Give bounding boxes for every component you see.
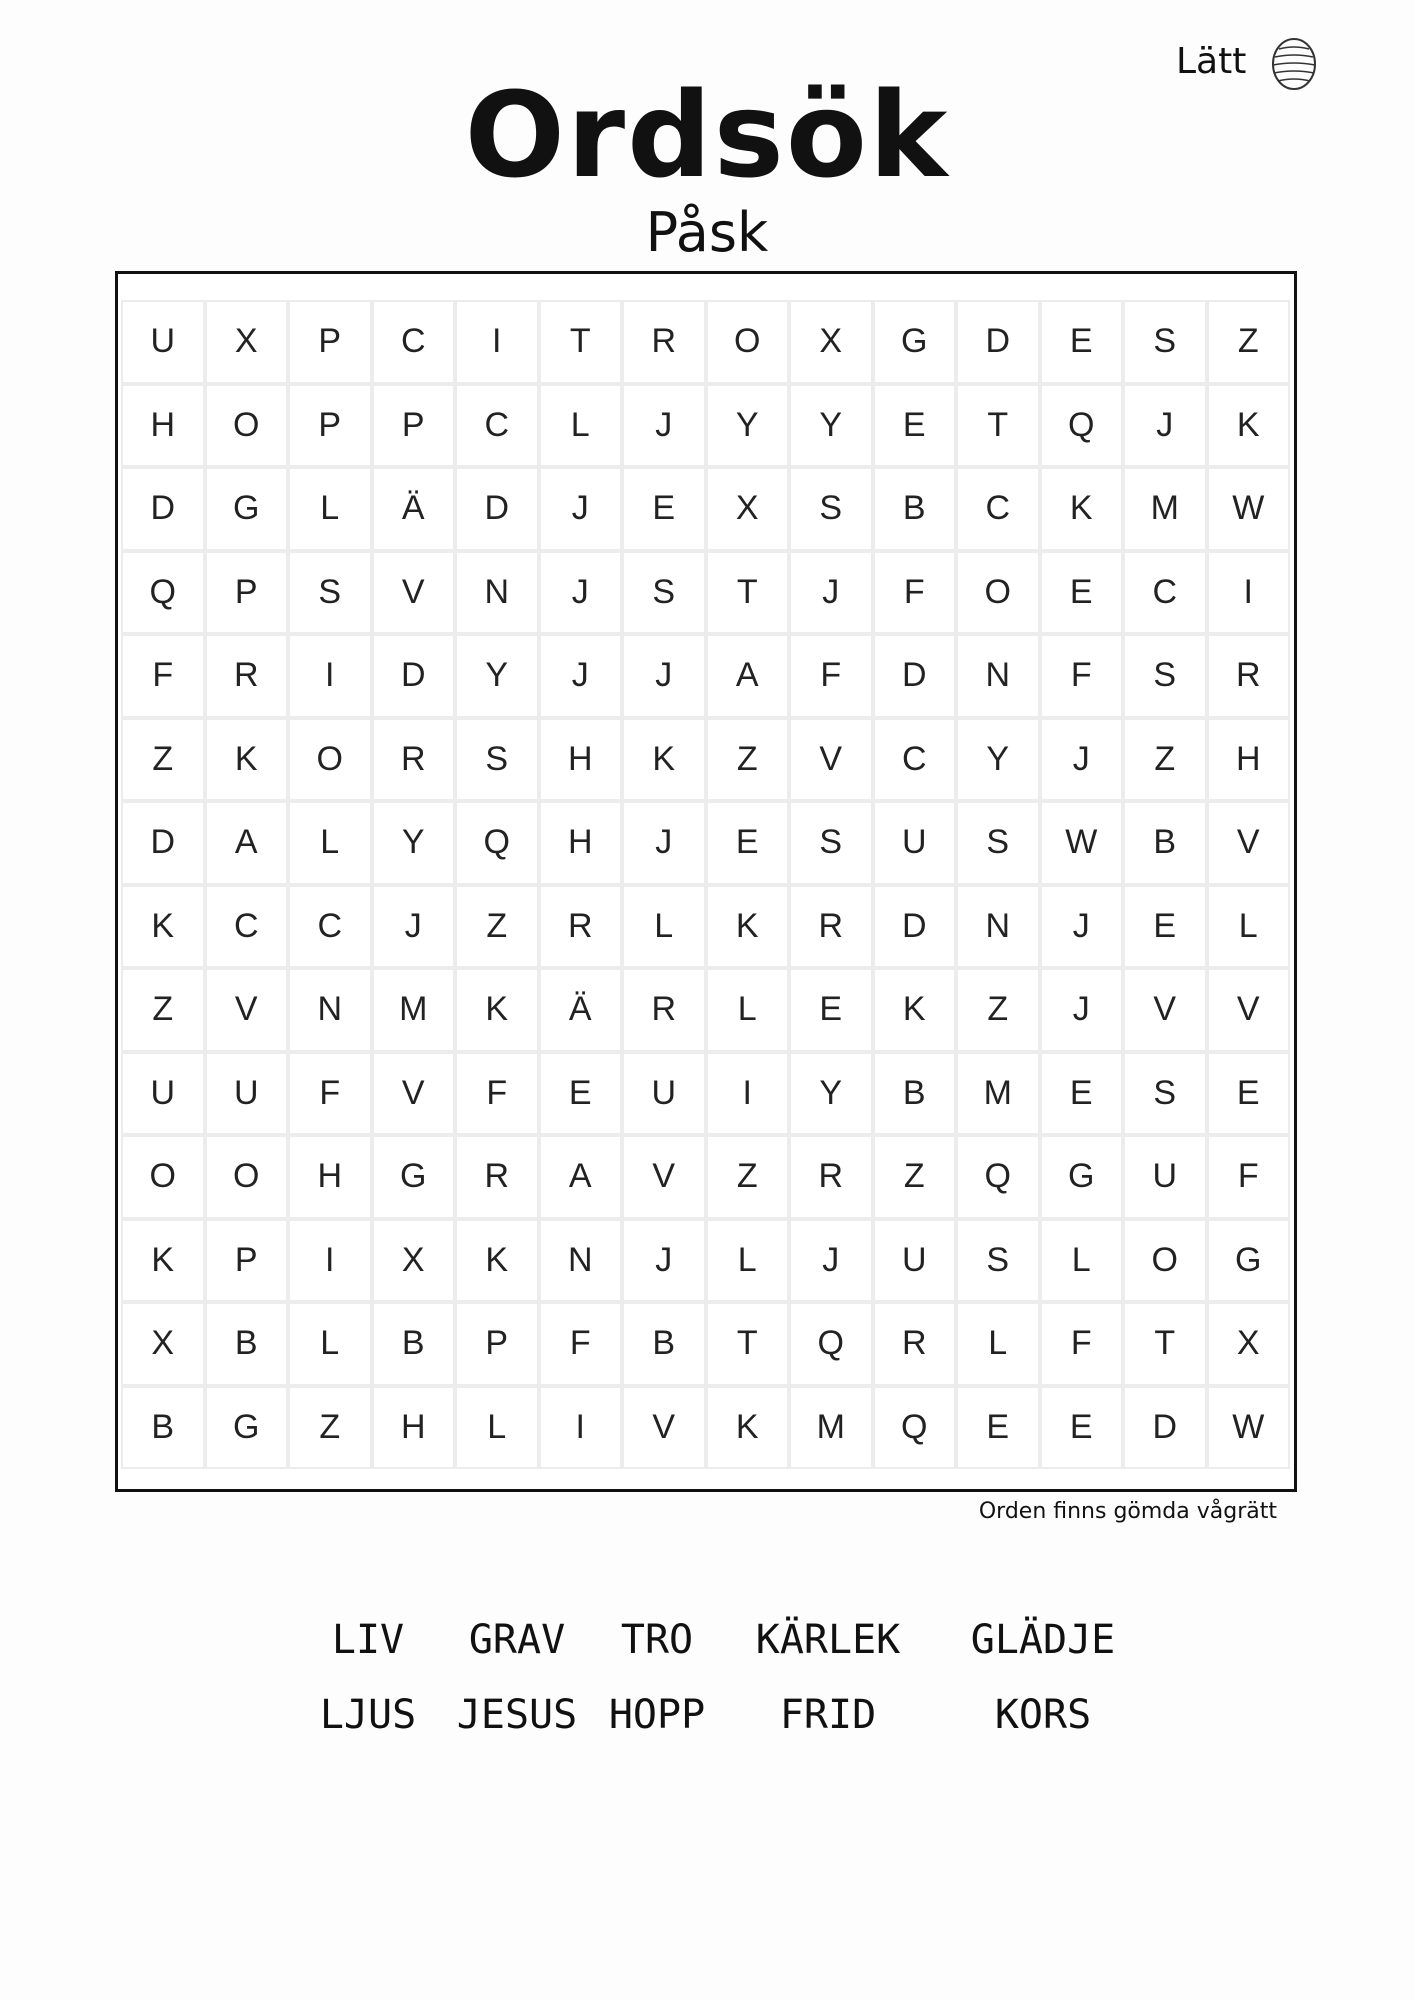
- grid-cell: T: [539, 300, 623, 384]
- grid-cell: L: [622, 885, 706, 969]
- grid-cell: M: [1123, 467, 1207, 551]
- grid-cell: O: [205, 384, 289, 468]
- grid-cell: F: [873, 551, 957, 635]
- grid-cell: N: [956, 885, 1040, 969]
- grid-cell: Z: [1123, 718, 1207, 802]
- grid-cell: P: [205, 1219, 289, 1303]
- grid-cell: V: [205, 968, 289, 1052]
- grid-cell: D: [1123, 1386, 1207, 1470]
- grid-cell: Z: [288, 1386, 372, 1470]
- grid-cell: L: [539, 384, 623, 468]
- grid-cell: J: [372, 885, 456, 969]
- grid-cell: J: [622, 384, 706, 468]
- grid-cell: K: [205, 718, 289, 802]
- grid-cell: S: [789, 801, 873, 885]
- grid-cell: L: [1040, 1219, 1124, 1303]
- grid-cell: C: [956, 467, 1040, 551]
- grid-cell: P: [205, 551, 289, 635]
- grid-cell: P: [288, 300, 372, 384]
- grid-cell: H: [121, 384, 205, 468]
- grid-cell: X: [706, 467, 790, 551]
- grid-cell: L: [956, 1302, 1040, 1386]
- grid-cell: Ä: [372, 467, 456, 551]
- grid-cell: F: [455, 1052, 539, 1136]
- grid-cell: G: [205, 467, 289, 551]
- grid-cell: Y: [956, 718, 1040, 802]
- grid-cell: L: [706, 968, 790, 1052]
- grid-cell: M: [789, 1386, 873, 1470]
- grid-cell: C: [455, 384, 539, 468]
- grid-cell: E: [622, 467, 706, 551]
- grid-cell: T: [706, 551, 790, 635]
- grid-cell: J: [539, 551, 623, 635]
- grid-cell: X: [372, 1219, 456, 1303]
- grid-cell: C: [205, 885, 289, 969]
- grid-cell: G: [873, 300, 957, 384]
- grid-cell: E: [873, 384, 957, 468]
- grid-cell: K: [706, 1386, 790, 1470]
- grid-cell: V: [372, 1052, 456, 1136]
- word-item: LIV: [331, 1617, 405, 1663]
- grid-cell: K: [873, 968, 957, 1052]
- grid-cell: Y: [789, 384, 873, 468]
- grid-cell: M: [372, 968, 456, 1052]
- grid-cell: U: [121, 1052, 205, 1136]
- grid-cell: D: [121, 801, 205, 885]
- grid-cell: A: [539, 1135, 623, 1219]
- grid-cell: J: [1040, 718, 1124, 802]
- grid-cell: S: [1123, 634, 1207, 718]
- grid-cell: S: [1123, 1052, 1207, 1136]
- grid-cell: R: [1207, 634, 1291, 718]
- grid-cell: V: [789, 718, 873, 802]
- grid-cell: H: [1207, 718, 1291, 802]
- grid-cell: U: [121, 300, 205, 384]
- grid-cell: Q: [1040, 384, 1124, 468]
- grid-cell: N: [455, 551, 539, 635]
- grid-cell: S: [789, 467, 873, 551]
- grid-cell: Z: [1207, 300, 1291, 384]
- grid-cell: F: [1040, 634, 1124, 718]
- grid-cell: Q: [455, 801, 539, 885]
- grid-cell: R: [539, 885, 623, 969]
- grid-cell: O: [121, 1135, 205, 1219]
- grid-cell: B: [873, 1052, 957, 1136]
- grid-cell: F: [121, 634, 205, 718]
- grid-cell: Ä: [539, 968, 623, 1052]
- grid-cell: V: [372, 551, 456, 635]
- grid-cell: P: [455, 1302, 539, 1386]
- grid-cell: J: [1123, 384, 1207, 468]
- grid-cell: L: [455, 1386, 539, 1470]
- grid-cell: K: [706, 885, 790, 969]
- grid-cell: J: [789, 1219, 873, 1303]
- word-search-frame: [115, 271, 1297, 1492]
- grid-cell: G: [1040, 1135, 1124, 1219]
- grid-cell: H: [288, 1135, 372, 1219]
- grid-cell: R: [622, 968, 706, 1052]
- grid-cell: E: [1207, 1052, 1291, 1136]
- grid-cell: L: [1207, 885, 1291, 969]
- grid-cell: V: [1207, 968, 1291, 1052]
- grid-cell: H: [539, 718, 623, 802]
- grid-cell: X: [789, 300, 873, 384]
- grid-cell: I: [1207, 551, 1291, 635]
- grid-cell: K: [1207, 384, 1291, 468]
- grid-cell: R: [205, 634, 289, 718]
- grid-cell: Z: [455, 885, 539, 969]
- grid-cell: J: [1040, 885, 1124, 969]
- grid-cell: O: [288, 718, 372, 802]
- grid-cell: K: [455, 968, 539, 1052]
- grid-cell: K: [121, 1219, 205, 1303]
- grid-cell: H: [539, 801, 623, 885]
- grid-cell: I: [288, 634, 372, 718]
- grid-cell: Q: [789, 1302, 873, 1386]
- grid-cell: I: [455, 300, 539, 384]
- grid-cell: E: [956, 1386, 1040, 1470]
- grid-cell: G: [205, 1386, 289, 1470]
- grid-cell: J: [539, 467, 623, 551]
- grid-cell: R: [789, 1135, 873, 1219]
- grid-cell: F: [789, 634, 873, 718]
- grid-cell: E: [1040, 1386, 1124, 1470]
- grid-cell: Y: [706, 384, 790, 468]
- word-item: HOPP: [608, 1692, 706, 1738]
- grid-cell: Q: [956, 1135, 1040, 1219]
- grid-cell: O: [956, 551, 1040, 635]
- grid-cell: V: [622, 1386, 706, 1470]
- grid-cell: R: [455, 1135, 539, 1219]
- page-title: Ordsök: [464, 66, 950, 204]
- grid-cell: P: [372, 384, 456, 468]
- letter-grid: [121, 300, 1290, 1469]
- grid-cell: D: [372, 634, 456, 718]
- grid-cell: C: [873, 718, 957, 802]
- grid-cell: X: [205, 300, 289, 384]
- grid-cell: T: [706, 1302, 790, 1386]
- grid-cell: Z: [121, 718, 205, 802]
- word-item: GRAV: [468, 1617, 566, 1663]
- grid-cell: S: [455, 718, 539, 802]
- grid-cell: X: [1207, 1302, 1291, 1386]
- grid-cell: J: [1040, 968, 1124, 1052]
- grid-cell: A: [706, 634, 790, 718]
- grid-cell: K: [1040, 467, 1124, 551]
- grid-cell: E: [1040, 1052, 1124, 1136]
- grid-cell: N: [956, 634, 1040, 718]
- grid-cell: D: [455, 467, 539, 551]
- grid-cell: X: [121, 1302, 205, 1386]
- grid-cell: J: [622, 1219, 706, 1303]
- grid-cell: I: [539, 1386, 623, 1470]
- grid-cell: K: [455, 1219, 539, 1303]
- grid-cell: L: [288, 801, 372, 885]
- grid-cell: R: [789, 885, 873, 969]
- grid-cell: T: [956, 384, 1040, 468]
- grid-cell: B: [873, 467, 957, 551]
- grid-cell: B: [121, 1386, 205, 1470]
- grid-cell: E: [706, 801, 790, 885]
- grid-cell: F: [1207, 1135, 1291, 1219]
- grid-cell: Y: [789, 1052, 873, 1136]
- grid-cell: B: [1123, 801, 1207, 885]
- grid-cell: U: [873, 801, 957, 885]
- grid-cell: Y: [455, 634, 539, 718]
- word-item: FRID: [779, 1692, 877, 1738]
- grid-cell: L: [706, 1219, 790, 1303]
- grid-cell: W: [1207, 467, 1291, 551]
- word-item: TRO: [620, 1617, 694, 1663]
- word-item: GLÄDJE: [970, 1617, 1116, 1663]
- grid-cell: C: [372, 300, 456, 384]
- grid-cell: D: [121, 467, 205, 551]
- grid-cell: G: [1207, 1219, 1291, 1303]
- word-item: LJUS: [319, 1692, 417, 1738]
- grid-cell: V: [1123, 968, 1207, 1052]
- grid-cell: Q: [121, 551, 205, 635]
- grid-cell: C: [288, 885, 372, 969]
- grid-cell: Z: [873, 1135, 957, 1219]
- grid-cell: R: [372, 718, 456, 802]
- grid-cell: L: [288, 467, 372, 551]
- grid-cell: Z: [956, 968, 1040, 1052]
- grid-cell: H: [372, 1386, 456, 1470]
- grid-cell: E: [1040, 300, 1124, 384]
- grid-cell: W: [1040, 801, 1124, 885]
- page-subtitle: Påsk: [645, 201, 769, 264]
- grid-cell: D: [873, 885, 957, 969]
- grid-cell: K: [121, 885, 205, 969]
- grid-cell: B: [372, 1302, 456, 1386]
- grid-cell: W: [1207, 1386, 1291, 1470]
- grid-cell: N: [288, 968, 372, 1052]
- grid-cell: A: [205, 801, 289, 885]
- grid-cell: Z: [706, 718, 790, 802]
- grid-cell: F: [288, 1052, 372, 1136]
- grid-cell: G: [372, 1135, 456, 1219]
- word-item: JESUS: [456, 1692, 578, 1738]
- grid-cell: V: [1207, 801, 1291, 885]
- grid-cell: O: [706, 300, 790, 384]
- grid-cell: O: [205, 1135, 289, 1219]
- grid-cell: R: [873, 1302, 957, 1386]
- difficulty-label: Lätt: [1176, 41, 1247, 82]
- grid-cell: E: [1040, 551, 1124, 635]
- grid-cell: T: [1123, 1302, 1207, 1386]
- grid-cell: F: [1040, 1302, 1124, 1386]
- grid-cell: U: [1123, 1135, 1207, 1219]
- grid-cell: F: [539, 1302, 623, 1386]
- grid-cell: V: [622, 1135, 706, 1219]
- grid-cell: S: [1123, 300, 1207, 384]
- grid-cell: U: [205, 1052, 289, 1136]
- grid-cell: J: [622, 801, 706, 885]
- grid-cell: S: [622, 551, 706, 635]
- word-item: KORS: [994, 1692, 1092, 1738]
- grid-cell: M: [956, 1052, 1040, 1136]
- grid-cell: B: [622, 1302, 706, 1386]
- grid-cell: Y: [372, 801, 456, 885]
- grid-cell: J: [539, 634, 623, 718]
- grid-cell: I: [706, 1052, 790, 1136]
- grid-cell: S: [288, 551, 372, 635]
- grid-cell: J: [789, 551, 873, 635]
- grid-cell: Q: [873, 1386, 957, 1470]
- grid-cell: R: [622, 300, 706, 384]
- word-item: KÄRLEK: [755, 1617, 901, 1663]
- hint-note: Orden finns gömda vågrätt: [978, 1499, 1277, 1524]
- grid-cell: I: [288, 1219, 372, 1303]
- grid-cell: D: [873, 634, 957, 718]
- grid-cell: Z: [121, 968, 205, 1052]
- grid-cell: P: [288, 384, 372, 468]
- grid-cell: E: [1123, 885, 1207, 969]
- grid-cell: B: [205, 1302, 289, 1386]
- grid-cell: J: [622, 634, 706, 718]
- grid-cell: D: [956, 300, 1040, 384]
- grid-cell: C: [1123, 551, 1207, 635]
- grid-cell: U: [622, 1052, 706, 1136]
- grid-cell: E: [789, 968, 873, 1052]
- grid-cell: S: [956, 801, 1040, 885]
- grid-cell: K: [622, 718, 706, 802]
- grid-cell: Z: [706, 1135, 790, 1219]
- grid-cell: N: [539, 1219, 623, 1303]
- grid-cell: O: [1123, 1219, 1207, 1303]
- grid-cell: U: [873, 1219, 957, 1303]
- grid-cell: E: [539, 1052, 623, 1136]
- grid-cell: L: [288, 1302, 372, 1386]
- grid-cell: S: [956, 1219, 1040, 1303]
